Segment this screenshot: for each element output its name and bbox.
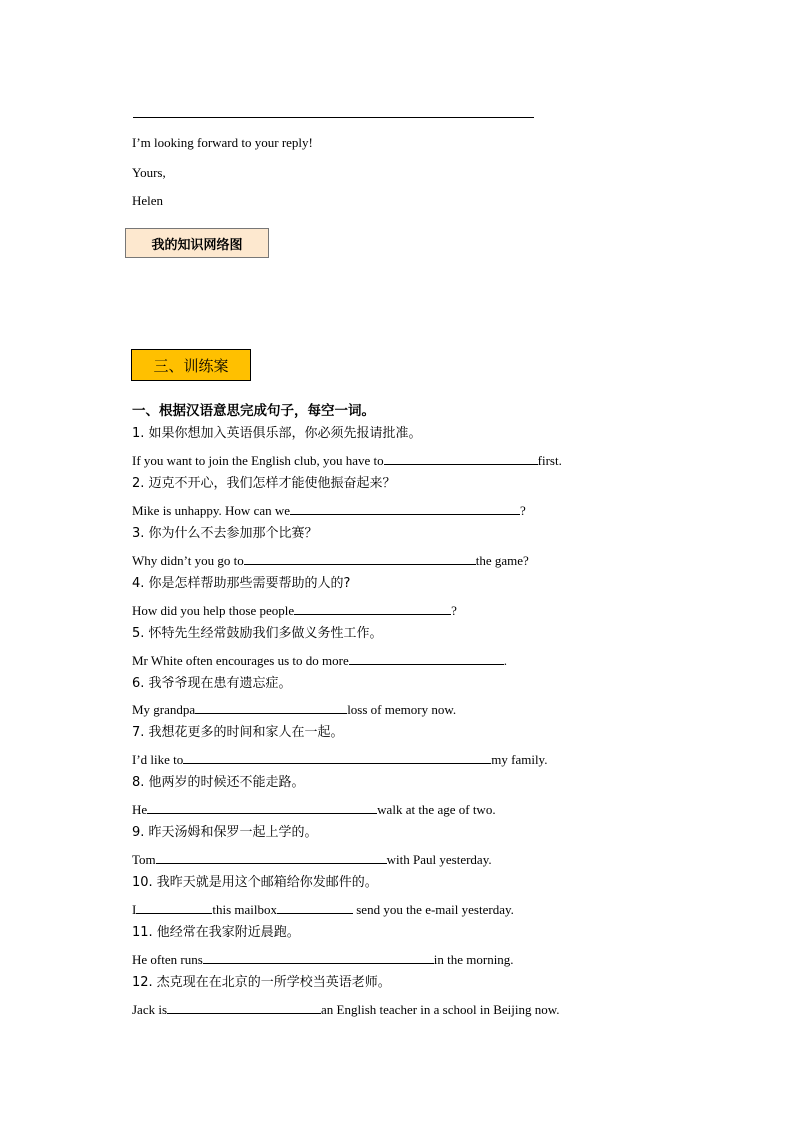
training-section-box <box>131 349 251 381</box>
item-10-chinese: 10. 我昨天就是用这个邮箱给你发邮件的。 <box>132 875 378 890</box>
item-4-blank[interactable] <box>294 601 451 615</box>
item-5-chinese: 5. 怀特先生经常鼓励我们多做义务性工作。 <box>132 626 383 641</box>
item-1-chinese: 1. 如果你想加入英语俱乐部，你必须先报请批准。 <box>132 426 422 441</box>
letter-yours: Yours, <box>132 165 166 180</box>
item-10-text-mid: this mailbox <box>212 902 277 917</box>
item-10-text-before: I <box>132 902 137 917</box>
item-6-chinese: 6. 我爷爷现在患有遗忘症。 <box>132 676 292 691</box>
item-9-text-before: Tom <box>132 852 156 867</box>
letter-closing-line: I’m looking forward to your reply! <box>132 135 313 150</box>
item-5-english <box>132 651 507 669</box>
item-11-text-after: in the morning. <box>433 952 514 967</box>
item-3-text-before: Why didn’t you go to <box>132 553 244 568</box>
item-3-english <box>132 551 529 569</box>
item-3-text-after: the game? <box>475 553 529 568</box>
item-5-text-before: Mr White often encourages us to do more <box>132 653 349 668</box>
item-11-english <box>132 950 514 968</box>
knowledge-network-box <box>125 228 269 258</box>
item-8-chinese: 8. 他两岁的时候还不能走路。 <box>132 775 305 790</box>
item-2-english <box>132 501 526 519</box>
item-7-text-before: I’d like to <box>132 752 184 767</box>
item-12-chinese: 12. 杰克现在在北京的一所学校当英语老师。 <box>132 975 391 990</box>
item-5-blank[interactable] <box>349 651 504 665</box>
item-4-text-after: ? <box>451 603 457 618</box>
item-5-text-after: . <box>503 653 507 668</box>
item-2-text-before: Mike is unhappy. How can we <box>132 503 291 518</box>
item-1-blank[interactable] <box>384 451 538 465</box>
item-12-text-after: an English teacher in a school in Beijing now. <box>321 1002 560 1017</box>
item-7-chinese: 7. 我想花更多的时间和家人在一起。 <box>132 725 344 740</box>
item-6-text-after: loss of memory now. <box>347 702 457 717</box>
item-11-chinese: 11. 他经常在我家附近晨跑。 <box>132 925 300 940</box>
item-12-text-before: Jack is <box>132 1002 168 1017</box>
item-1-text-after: first. <box>537 453 562 468</box>
item-7-english <box>132 750 547 768</box>
item-1-text-before: If you want to join the English club, you have to <box>132 453 384 468</box>
item-3-chinese: 3. 你为什么不去参加那个比赛？ <box>132 526 318 541</box>
item-8-blank[interactable] <box>147 800 377 814</box>
item-12-blank[interactable] <box>167 1000 321 1014</box>
item-11-blank[interactable] <box>203 950 434 964</box>
letter-signature-name: Helen <box>132 193 164 208</box>
part-one-heading: 一、根据汉语意思完成句子，每空一词。 <box>132 403 375 419</box>
item-10-blank-1[interactable] <box>136 900 212 914</box>
item-2-text-after: ? <box>520 503 526 518</box>
item-9-blank[interactable] <box>156 850 387 864</box>
item-11-text-before: He often runs <box>132 952 203 967</box>
item-4-english <box>132 601 457 619</box>
item-8-text-before: He <box>132 802 148 817</box>
item-6-text-before: My grandpa <box>132 702 196 717</box>
item-6-english <box>132 700 456 718</box>
item-10-blank-2[interactable] <box>277 900 353 914</box>
item-10-text-after: send you the e-mail yesterday. <box>352 902 514 917</box>
item-3-blank[interactable] <box>244 551 476 565</box>
item-9-text-after: with Paul yesterday. <box>386 852 492 867</box>
item-8-text-after: walk at the age of two. <box>377 802 496 817</box>
item-4-text-before: How did you help those people <box>132 603 295 618</box>
item-9-english <box>132 850 492 868</box>
knowledge-network-label: 我的知识网络图 <box>151 237 243 253</box>
item-7-blank[interactable] <box>183 750 491 764</box>
item-1-english <box>132 451 562 469</box>
item-4-chinese: 4. 你是怎样帮助那些需要帮助的人的? <box>132 576 351 591</box>
item-2-blank[interactable] <box>290 501 520 515</box>
item-7-text-after: my family. <box>491 752 548 767</box>
item-2-chinese: 2. 迈克不开心，我们怎样才能使他振奋起来？ <box>132 476 396 491</box>
item-8-english <box>132 800 496 818</box>
item-6-blank[interactable] <box>195 700 347 714</box>
answer-rule-line <box>133 117 534 118</box>
item-12-english <box>132 1000 560 1018</box>
item-10-english <box>132 900 514 918</box>
item-9-chinese: 9. 昨天汤姆和保罗一起上学的。 <box>132 825 318 840</box>
training-section-label: 三、训练案 <box>153 356 229 375</box>
